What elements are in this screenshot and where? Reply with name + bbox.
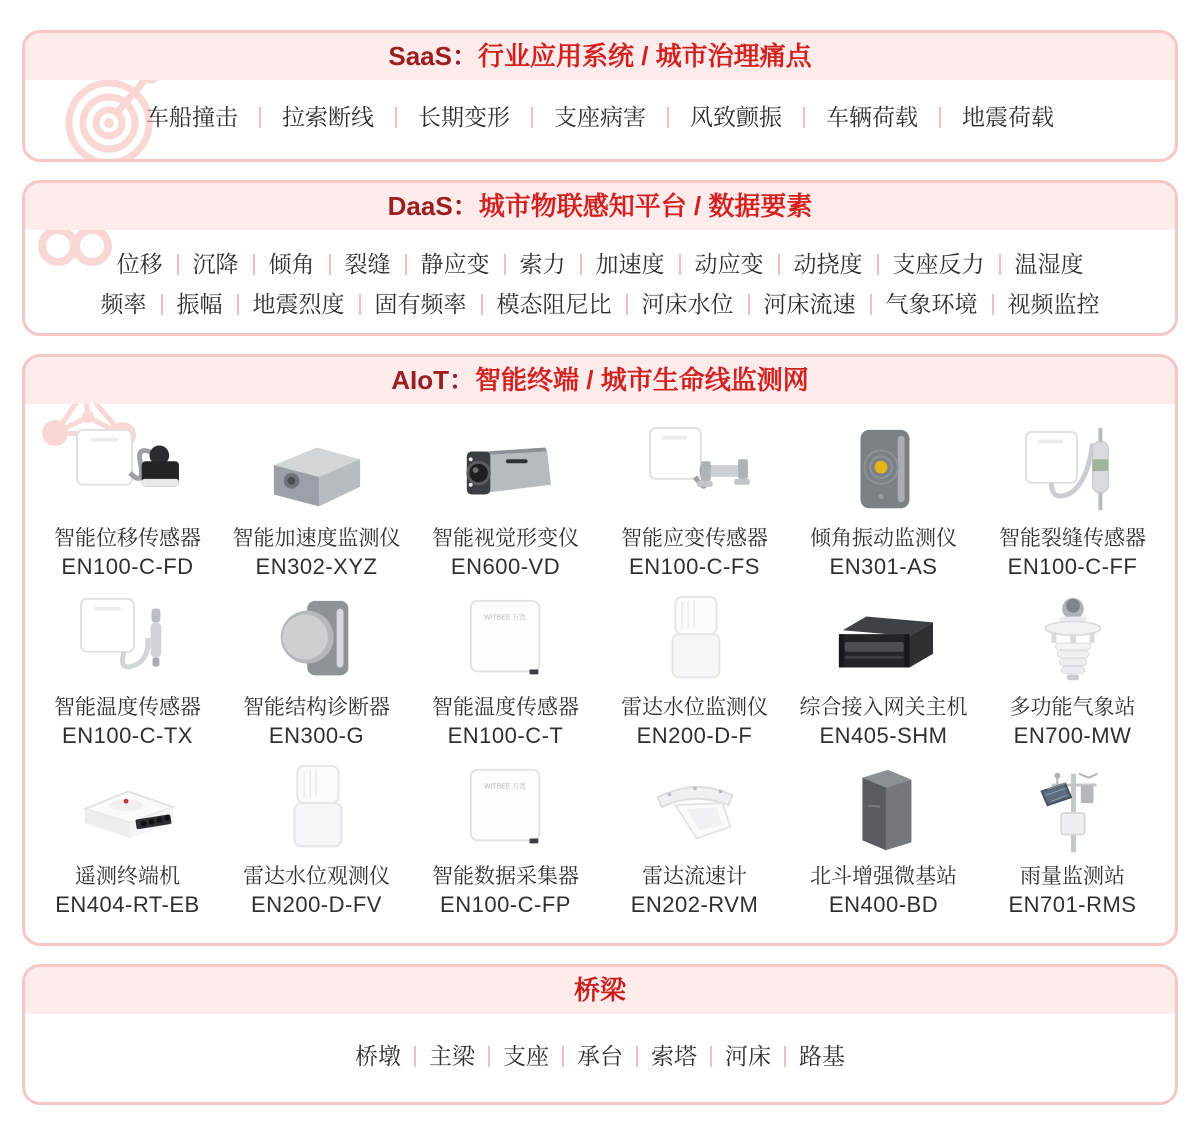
daas-item: 加速度	[566, 251, 665, 277]
product-card	[222, 420, 411, 581]
bridge-item: 索塔	[623, 1043, 697, 1069]
daas-items	[25, 230, 1175, 333]
product-card	[33, 758, 222, 919]
crack-sensor-image	[978, 420, 1167, 522]
product-name: 智能应变传感器	[621, 527, 768, 550]
daas-item: 倾角	[239, 251, 315, 277]
daas-item: 动挠度	[764, 251, 863, 277]
product-card	[789, 589, 978, 750]
daas-item: 支座反力	[863, 251, 985, 277]
product-card	[33, 420, 222, 581]
data-collector-image	[411, 758, 600, 860]
product-model: EN600-VD	[450, 554, 561, 579]
saas-title-prefix: SaaS：	[388, 41, 478, 71]
product-name: 雷达水位观测仪	[243, 865, 390, 888]
product-card	[978, 758, 1167, 919]
saas-item: 拉索断线	[238, 104, 374, 130]
weather-station-image	[978, 589, 1167, 691]
product-model: EN200-D-F	[636, 723, 753, 748]
daas-item: 振幅	[147, 291, 223, 317]
saas-title: 行业应用系统 / 城市治理痛点	[477, 41, 812, 71]
saas-header	[25, 33, 1175, 80]
saas-panel	[22, 30, 1178, 162]
product-name: 智能温度传感器	[54, 696, 201, 719]
product-card	[411, 420, 600, 581]
daas-item: 固有频率	[345, 291, 467, 317]
product-model: EN405-SHM	[819, 723, 948, 748]
product-name: 综合接入网关主机	[799, 696, 968, 719]
product-card	[789, 758, 978, 919]
product-model: EN100-C-FF	[1007, 554, 1138, 579]
product-name: 智能位移传感器	[54, 527, 201, 550]
saas-item: 车辆荷载	[782, 104, 918, 130]
product-model: EN100-C-TX	[62, 723, 193, 748]
product-name: 智能裂缝传感器	[999, 527, 1146, 550]
product-name: 遥测终端机	[75, 865, 180, 888]
product-model: EN302-XYZ	[255, 554, 378, 579]
bridge-item: 河床	[697, 1043, 771, 1069]
daas-panel	[22, 180, 1178, 336]
product-name: 智能结构诊断器	[243, 696, 390, 719]
saas-items	[25, 80, 1175, 159]
product-model: EN100-C-FP	[440, 892, 571, 917]
product-model: EN202-RVM	[630, 892, 759, 917]
daas-row-1	[35, 251, 1165, 277]
temperature-sensor-image	[33, 589, 222, 691]
accelerometer-image	[222, 420, 411, 522]
product-model: EN301-AS	[829, 554, 938, 579]
daas-item: 频率	[100, 291, 147, 317]
daas-item: 视频监控	[978, 291, 1100, 317]
strain-sensor-image	[600, 420, 789, 522]
bridge-item: 路基	[771, 1043, 845, 1069]
saas-item: 风致颤振	[646, 104, 782, 130]
product-model: EN100-C-T	[447, 723, 564, 748]
daas-item: 位移	[116, 251, 163, 277]
daas-row-2	[35, 291, 1165, 317]
aiot-panel	[22, 354, 1178, 946]
aiot-product-grid	[25, 404, 1175, 943]
saas-item: 车船撞击	[146, 104, 238, 130]
product-name: 雨量监测站	[1020, 865, 1125, 888]
vision-camera-image	[411, 420, 600, 522]
product-name: 北斗增强微基站	[810, 865, 957, 888]
bridge-items	[25, 1014, 1175, 1102]
product-model: EN200-D-FV	[251, 892, 382, 917]
bridge-panel	[22, 964, 1178, 1105]
product-card	[600, 758, 789, 919]
tilt-monitor-image	[789, 420, 978, 522]
daas-item: 河床水位	[612, 291, 734, 317]
product-model: EN700-MW	[1013, 723, 1132, 748]
product-name: 智能温度传感器	[432, 696, 579, 719]
bridge-header	[25, 967, 1175, 1014]
product-card	[789, 420, 978, 581]
product-model: EN404-RT-EB	[55, 892, 200, 917]
product-card	[222, 758, 411, 919]
product-card	[33, 589, 222, 750]
product-model: EN300-G	[268, 723, 365, 748]
product-name: 智能加速度监测仪	[232, 527, 401, 550]
daas-item: 沉降	[163, 251, 239, 277]
aiot-header	[25, 357, 1175, 404]
product-name: 雷达流速计	[642, 865, 747, 888]
daas-item: 索力	[490, 251, 566, 277]
bridge-item: 桥墩	[355, 1043, 401, 1069]
daas-item: 模态阻尼比	[467, 291, 612, 317]
radar-level-monitor-image	[600, 589, 789, 691]
saas-item: 支座病害	[510, 104, 646, 130]
gateway-host-image	[789, 589, 978, 691]
bridge-item: 支座	[475, 1043, 549, 1069]
svg-text:WITBEE 万宾: WITBEE 万宾	[483, 614, 526, 622]
product-model: EN400-BD	[828, 892, 939, 917]
daas-item: 气象环境	[856, 291, 978, 317]
product-name: 智能视觉形变仪	[432, 527, 579, 550]
aiot-title: 智能终端 / 城市生命线监测网	[475, 365, 809, 395]
bridge-item: 承台	[549, 1043, 623, 1069]
saas-item: 长期变形	[374, 104, 510, 130]
svg-text:WITBEE 万宾: WITBEE 万宾	[483, 783, 526, 791]
daas-item: 静应变	[391, 251, 490, 277]
temperature-sensor-panel-image	[411, 589, 600, 691]
product-card	[411, 589, 600, 750]
product-name: 多功能气象站	[1009, 696, 1136, 719]
saas-item: 地震荷载	[918, 104, 1054, 130]
daas-item: 动应变	[665, 251, 764, 277]
product-card	[978, 420, 1167, 581]
product-card	[411, 758, 600, 919]
bridge-item: 主梁	[401, 1043, 475, 1069]
product-card	[222, 589, 411, 750]
daas-item: 温湿度	[985, 251, 1084, 277]
daas-item: 地震烈度	[223, 291, 345, 317]
telemetry-terminal-image	[33, 758, 222, 860]
product-name: 智能数据采集器	[432, 865, 579, 888]
structure-diagnoser-image	[222, 589, 411, 691]
product-card	[600, 420, 789, 581]
product-model: EN701-RMS	[1008, 892, 1137, 917]
product-name: 雷达水位监测仪	[621, 696, 768, 719]
aiot-title-prefix: AIoT：	[391, 365, 476, 395]
product-model: EN100-C-FD	[61, 554, 194, 579]
product-name: 倾角振动监测仪	[810, 527, 957, 550]
daas-title-prefix: DaaS：	[387, 191, 479, 221]
product-card	[978, 589, 1167, 750]
daas-title: 城市物联感知平台 / 数据要素	[478, 191, 813, 221]
daas-item: 河床流速	[734, 291, 856, 317]
rain-monitor-station-image	[978, 758, 1167, 860]
product-model: EN100-C-FS	[629, 554, 760, 579]
bridge-title: 桥梁	[573, 975, 626, 1005]
radar-flow-meter-image	[600, 758, 789, 860]
product-card	[600, 589, 789, 750]
displacement-sensor-image	[33, 420, 222, 522]
daas-item: 裂缝	[315, 251, 391, 277]
daas-header	[25, 183, 1175, 230]
beidou-base-station-image	[789, 758, 978, 860]
radar-level-observer-image	[222, 758, 411, 860]
